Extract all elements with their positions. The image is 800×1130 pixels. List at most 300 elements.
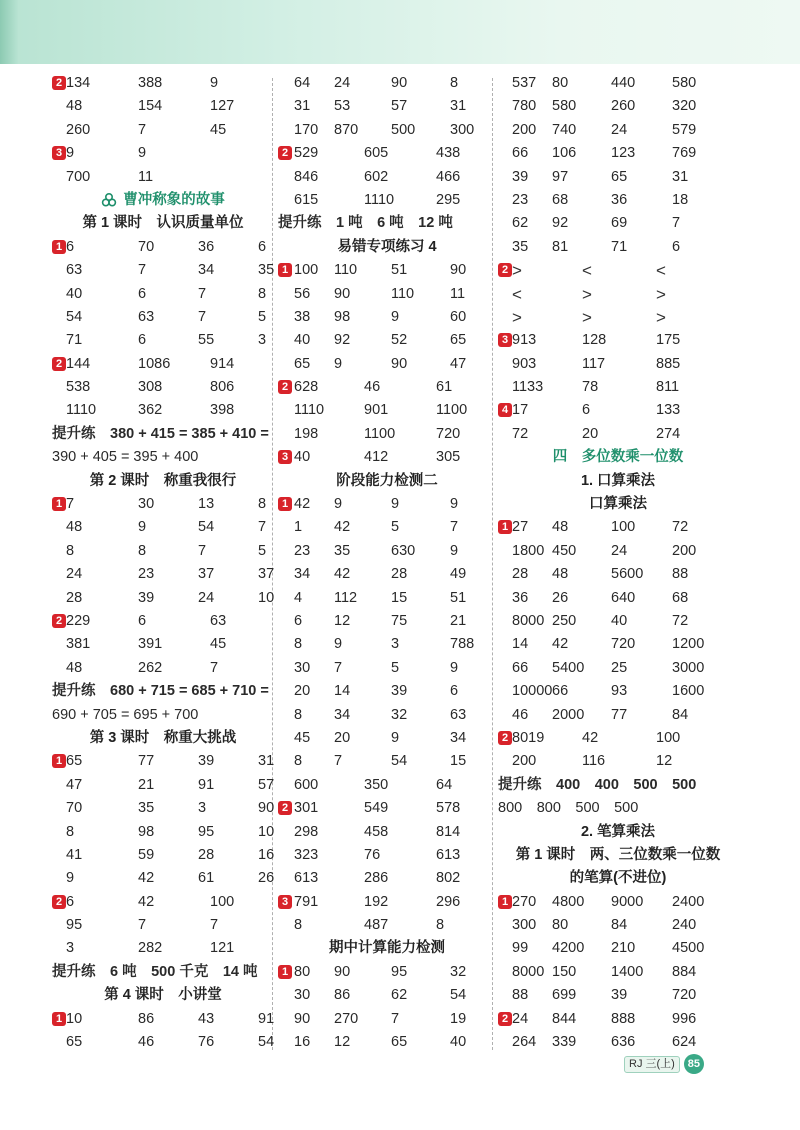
answer-value: 100: [611, 519, 636, 536]
answer-row: [498, 516, 738, 539]
answer-row: [278, 1008, 496, 1031]
answer-value: 5: [391, 519, 400, 536]
answer-row: [278, 587, 496, 610]
answer-row: [52, 376, 274, 399]
answer-row: [498, 633, 738, 656]
answer-row: [498, 189, 738, 212]
answer-value: 602: [364, 168, 389, 185]
answer-value: 128: [582, 332, 607, 349]
answer-value: 6: [294, 612, 303, 629]
answer-value: 9: [450, 542, 459, 559]
answer-value: 7: [391, 1010, 400, 1027]
answer-row: [278, 633, 496, 656]
answer-value: 90: [334, 285, 351, 302]
answer-value: 98: [334, 308, 351, 325]
answer-value: 106: [552, 145, 577, 162]
heading-text: 1. 口算乘法: [580, 472, 656, 489]
comparison-symbol: >: [582, 284, 592, 304]
answer-value: 99: [512, 940, 529, 957]
unit-title: [498, 446, 738, 469]
answer-value: 529: [294, 145, 319, 162]
answer-value: 37: [258, 566, 275, 583]
answer-value: 41: [66, 846, 83, 863]
answer-value: 9: [334, 355, 343, 372]
answer-row: [498, 704, 738, 727]
heading-text: 2. 笔算乘法: [580, 823, 656, 840]
answer-value: 9: [210, 75, 219, 91]
heading-text: 第 4 课时 小讲堂: [104, 987, 222, 1004]
answer-row: [52, 306, 274, 329]
answer-value: 4800: [552, 893, 585, 910]
question-number-badge: 2: [498, 263, 512, 277]
answer-value: 24: [611, 121, 628, 138]
answer-value: 100: [210, 893, 235, 910]
heading-text: 第 2 课时 称重我很行: [89, 472, 237, 489]
question-number-badge: 1: [498, 520, 512, 534]
answer-row: [52, 1008, 274, 1031]
answer-value: 90: [334, 963, 351, 980]
answer-value: 63: [210, 612, 227, 629]
answer-value: 7: [334, 659, 343, 676]
answer-value: 95: [391, 963, 408, 980]
answer-value: 888: [611, 1010, 636, 1027]
answer-value: 39: [138, 589, 155, 606]
section-heading: [52, 212, 274, 235]
answer-row: [278, 610, 496, 633]
answer-value: 47: [66, 776, 83, 793]
answer-value: 270: [334, 1010, 359, 1027]
answer-value: 134: [66, 75, 91, 91]
answer-value: 39: [198, 753, 215, 770]
practice-row: [498, 774, 738, 797]
answer-value: 80: [294, 963, 311, 980]
question-number-badge: 1: [278, 965, 292, 979]
answer-value: 7: [198, 285, 207, 302]
answer-value: 95: [198, 823, 215, 840]
answer-value: 12: [334, 612, 351, 629]
answer-value: 7: [138, 121, 147, 138]
answer-value: 70: [138, 238, 155, 255]
answer-value: 78: [582, 379, 599, 396]
answer-value: 1110: [364, 191, 395, 208]
answer-value: 788: [450, 636, 475, 653]
answer-value: 1100: [436, 402, 468, 419]
answer-value: 438: [436, 145, 461, 162]
answer-value: 605: [364, 145, 389, 162]
answer-value: 30: [294, 659, 311, 676]
answer-value: 9000: [611, 893, 644, 910]
answer-value: 61: [198, 870, 215, 887]
answer-value: 54: [258, 1034, 275, 1051]
answer-value: 28: [391, 566, 408, 583]
answer-row: [52, 867, 274, 890]
answer-value: 903: [512, 355, 537, 372]
answer-value: 323: [294, 846, 319, 863]
answer-value: 40: [294, 332, 311, 349]
answer-value: 144: [66, 355, 91, 372]
answer-value: 86: [138, 1010, 155, 1027]
answer-value: 846: [294, 168, 319, 185]
answer-value: 8: [138, 542, 147, 559]
answer-value: 40: [294, 449, 311, 466]
answer-value: 240: [672, 917, 697, 934]
answer-column-1: [52, 72, 274, 1054]
answer-value: 77: [611, 706, 628, 723]
answer-row: [498, 142, 738, 165]
answer-value: 175: [656, 332, 681, 349]
answer-value: 64: [294, 75, 311, 91]
question-number-badge: 1: [52, 240, 66, 254]
answer-value: 466: [436, 168, 461, 185]
answer-value: 500: [391, 121, 416, 138]
answer-value: 75: [391, 612, 408, 629]
answer-value: 398: [210, 402, 235, 419]
answer-row: [52, 72, 274, 95]
answer-value: 628: [294, 379, 319, 396]
answer-value: 274: [656, 425, 681, 442]
answer-row: [278, 984, 496, 1007]
answer-value: 5400: [552, 659, 585, 676]
answer-value: 42: [552, 636, 569, 653]
answer-value: 11: [450, 285, 466, 302]
answer-row: [52, 259, 274, 282]
answer-value: 2400: [672, 893, 705, 910]
question-number-badge: 1: [52, 1012, 66, 1026]
answer-value: 77: [138, 753, 155, 770]
answer-value: 90: [258, 800, 275, 817]
answer-value: 260: [66, 121, 91, 138]
answer-value: 46: [364, 379, 381, 396]
continuation-text: 690 + 705 = 695 + 700: [52, 706, 199, 723]
answer-row: [52, 236, 274, 259]
answer-value: 580: [552, 98, 577, 115]
answer-row: [498, 727, 738, 750]
answer-value: 47: [450, 355, 467, 372]
answer-value: 9: [334, 636, 343, 653]
answer-row: [52, 446, 274, 469]
answer-row: [278, 95, 496, 118]
answer-value: 24: [66, 566, 83, 583]
answer-value: 52: [391, 332, 408, 349]
answer-value: 7: [138, 262, 147, 279]
answer-value: 8: [294, 917, 303, 934]
answer-value: 30: [138, 496, 155, 513]
answer-value: 286: [364, 870, 389, 887]
answer-value: 4: [294, 589, 303, 606]
answer-row: [52, 516, 274, 539]
answer-value: 458: [364, 823, 389, 840]
answer-value: 579: [672, 121, 697, 138]
answer-value: 26: [258, 870, 275, 887]
answer-value: 10000: [512, 683, 553, 700]
answer-value: 45: [210, 636, 227, 653]
practice-row: [52, 680, 274, 703]
answer-row: [498, 329, 738, 352]
answer-row: [278, 376, 496, 399]
answer-row: [278, 329, 496, 352]
answer-value: 39: [611, 987, 628, 1004]
page-number: 85: [684, 1054, 704, 1074]
answer-value: 38: [294, 308, 311, 325]
practice-text: 提升练 1 吨 6 吨 12 吨: [278, 215, 453, 232]
answer-value: 300: [450, 121, 475, 138]
answer-value: 870: [334, 121, 359, 138]
section-heading: [278, 937, 496, 960]
answer-value: 54: [450, 987, 467, 1004]
answer-value: 914: [210, 355, 235, 372]
answer-value: 34: [198, 262, 215, 279]
answer-value: 615: [294, 191, 319, 208]
answer-value: 92: [334, 332, 351, 349]
answer-value: 88: [512, 987, 529, 1004]
answer-row: [498, 680, 738, 703]
answer-value: 8: [258, 285, 267, 302]
answer-row: [498, 610, 738, 633]
answer-value: 630: [391, 542, 416, 559]
answer-value: 901: [364, 402, 389, 419]
answer-value: 720: [672, 987, 697, 1004]
answer-value: 9: [391, 729, 400, 746]
answer-value: 14: [334, 683, 351, 700]
answer-row: [52, 563, 274, 586]
answer-value: 298: [294, 823, 319, 840]
answer-value: 1133: [512, 379, 544, 396]
comparison-symbol: >: [582, 307, 592, 327]
answer-value: 6: [258, 238, 267, 255]
answer-row: [278, 961, 496, 984]
answer-value: 381: [66, 636, 91, 653]
section-heading: [52, 984, 274, 1007]
answer-value: 8: [66, 542, 75, 559]
answer-value: 76: [364, 846, 381, 863]
comparison-symbol: <: [512, 284, 522, 304]
answer-value: 996: [672, 1010, 697, 1027]
answer-value: 35: [258, 262, 275, 279]
answer-value: 885: [656, 355, 681, 372]
answer-value: 54: [391, 753, 408, 770]
answer-value: 806: [210, 379, 235, 396]
continuation-text: 800 800 500 500: [498, 800, 639, 817]
answer-value: 10: [66, 1010, 83, 1027]
answer-value: 1110: [66, 402, 97, 419]
answer-value: 580: [672, 75, 697, 91]
answer-value: 9: [450, 496, 459, 513]
question-number-badge: 2: [498, 731, 512, 745]
answer-row: [278, 680, 496, 703]
answer-value: 3: [198, 800, 207, 817]
answer-value: 8: [66, 823, 75, 840]
answer-value: 300: [512, 917, 537, 934]
answer-value: 8: [294, 706, 303, 723]
answer-value: 100: [294, 262, 319, 279]
section-heading: [52, 727, 274, 750]
answer-value: 46: [512, 706, 529, 723]
answer-row: [278, 516, 496, 539]
answer-value: 39: [512, 168, 529, 185]
answer-value: 296: [436, 893, 461, 910]
answer-row: [52, 283, 274, 306]
answer-value: 70: [66, 800, 83, 817]
answer-value: 11: [138, 168, 154, 185]
answer-value: 28: [512, 566, 529, 583]
answer-column-2: [278, 72, 496, 1054]
answer-row: [52, 704, 274, 727]
answer-value: 35: [512, 238, 529, 255]
answer-value: 3000: [672, 659, 705, 676]
answer-value: 6: [138, 612, 147, 629]
answer-row: [498, 259, 738, 282]
comparison-symbol: >: [512, 261, 522, 281]
question-number-badge: 4: [498, 403, 512, 417]
section-heading: [52, 470, 274, 493]
answer-row: [498, 657, 738, 680]
heading-text: 的笔算(不进位): [569, 870, 667, 887]
answer-value: 700: [66, 168, 91, 185]
answer-value: 388: [138, 75, 163, 91]
answer-value: 16: [294, 1034, 311, 1051]
answer-row: [52, 633, 274, 656]
practice-row: [278, 212, 496, 235]
answer-value: 15: [450, 753, 467, 770]
answer-value: 7: [210, 917, 219, 934]
answer-row: [52, 937, 274, 960]
answer-row: [498, 961, 738, 984]
answer-value: 36: [512, 589, 529, 606]
answer-value: 20: [294, 683, 311, 700]
answer-value: 150: [552, 963, 577, 980]
answer-value: 117: [582, 355, 606, 372]
answer-value: 62: [391, 987, 408, 1004]
answer-row: [278, 1031, 496, 1054]
answer-value: 24: [198, 589, 215, 606]
top-band-edge: [0, 0, 18, 64]
question-number-badge: 2: [278, 146, 292, 160]
answer-value: 260: [611, 98, 636, 115]
answer-row: [278, 259, 496, 282]
answer-value: 32: [391, 706, 408, 723]
answer-row: [278, 399, 496, 422]
answer-row: [278, 72, 496, 95]
answer-value: 3: [66, 940, 75, 957]
question-number-badge: 2: [52, 76, 66, 90]
answer-value: 65: [450, 332, 467, 349]
answer-value: 48: [66, 98, 83, 115]
answer-value: 613: [436, 846, 461, 863]
unit-title: [52, 189, 274, 212]
answer-value: 20: [334, 729, 351, 746]
answer-row: [498, 797, 738, 820]
answer-value: 9: [138, 519, 147, 536]
answer-value: 36: [611, 191, 628, 208]
answer-value: 9: [391, 496, 400, 513]
answer-row: [278, 563, 496, 586]
answer-value: 86: [334, 987, 351, 1004]
answer-value: 88: [672, 566, 689, 583]
answer-value: 7: [450, 519, 459, 536]
answer-value: 31: [258, 753, 275, 770]
answer-value: 93: [611, 683, 628, 700]
answer-row: [278, 119, 496, 142]
answer-value: 90: [450, 262, 467, 279]
heading-text: 曹冲称象的故事: [123, 191, 225, 208]
answer-value: 59: [138, 846, 155, 863]
answer-row: [52, 329, 274, 352]
answer-row: [498, 587, 738, 610]
answer-value: 769: [672, 145, 697, 162]
answer-row: [52, 1031, 274, 1054]
answer-value: 811: [656, 379, 680, 396]
answer-row: [52, 142, 274, 165]
answer-value: 8: [294, 636, 303, 653]
answer-value: 80: [552, 917, 569, 934]
answer-value: 884: [672, 963, 697, 980]
answer-row: [278, 657, 496, 680]
answer-value: 8000: [512, 612, 545, 629]
answer-value: 23: [294, 542, 311, 559]
answer-value: 84: [672, 706, 689, 723]
answer-value: 7: [672, 215, 681, 232]
section-heading: [278, 470, 496, 493]
answer-value: 121: [210, 940, 235, 957]
heading-text: 易错专项练习 4: [337, 238, 437, 255]
answer-value: 264: [512, 1034, 537, 1051]
answer-row: [498, 119, 738, 142]
answer-value: 65: [391, 1034, 408, 1051]
answer-row: [498, 306, 738, 329]
answer-value: 21: [450, 612, 467, 629]
answer-value: 23: [512, 191, 529, 208]
answer-value: 24: [512, 1010, 529, 1027]
question-number-badge: 2: [52, 614, 66, 628]
answer-value: 6: [66, 893, 75, 910]
answer-value: 66: [512, 659, 529, 676]
answer-value: 112: [334, 589, 358, 606]
practice-row: [52, 423, 274, 446]
answer-value: 170: [294, 121, 319, 138]
answer-row: [52, 821, 274, 844]
answer-value: 31: [450, 98, 467, 115]
answer-value: 68: [672, 589, 689, 606]
answer-value: 54: [66, 308, 83, 325]
answer-value: 3: [391, 636, 400, 653]
answer-value: 624: [672, 1034, 697, 1051]
answer-row: [278, 821, 496, 844]
answer-row: [278, 914, 496, 937]
answer-value: 780: [512, 98, 537, 115]
answer-value: 28: [198, 846, 215, 863]
answer-row: [498, 984, 738, 1007]
answer-value: 63: [138, 308, 155, 325]
answer-value: 100: [656, 729, 681, 746]
answer-value: 600: [294, 776, 319, 793]
answer-value: 440: [611, 75, 636, 91]
answer-value: 210: [611, 940, 636, 957]
answer-value: 28: [66, 589, 83, 606]
practice-text: 提升练 380 + 415 = 385 + 410 =: [52, 425, 269, 442]
answer-value: 18: [672, 191, 689, 208]
answer-value: 51: [450, 589, 467, 606]
answer-value: 636: [611, 1034, 636, 1051]
answer-value: 40: [450, 1034, 467, 1051]
answer-value: 7: [334, 753, 343, 770]
clover-icon: [101, 192, 117, 208]
answer-value: 123: [611, 145, 636, 162]
answer-value: 72: [672, 519, 689, 536]
comparison-symbol: <: [656, 261, 666, 281]
answer-value: 1400: [611, 963, 644, 980]
section-heading: [498, 493, 738, 516]
section-heading: [498, 470, 738, 493]
